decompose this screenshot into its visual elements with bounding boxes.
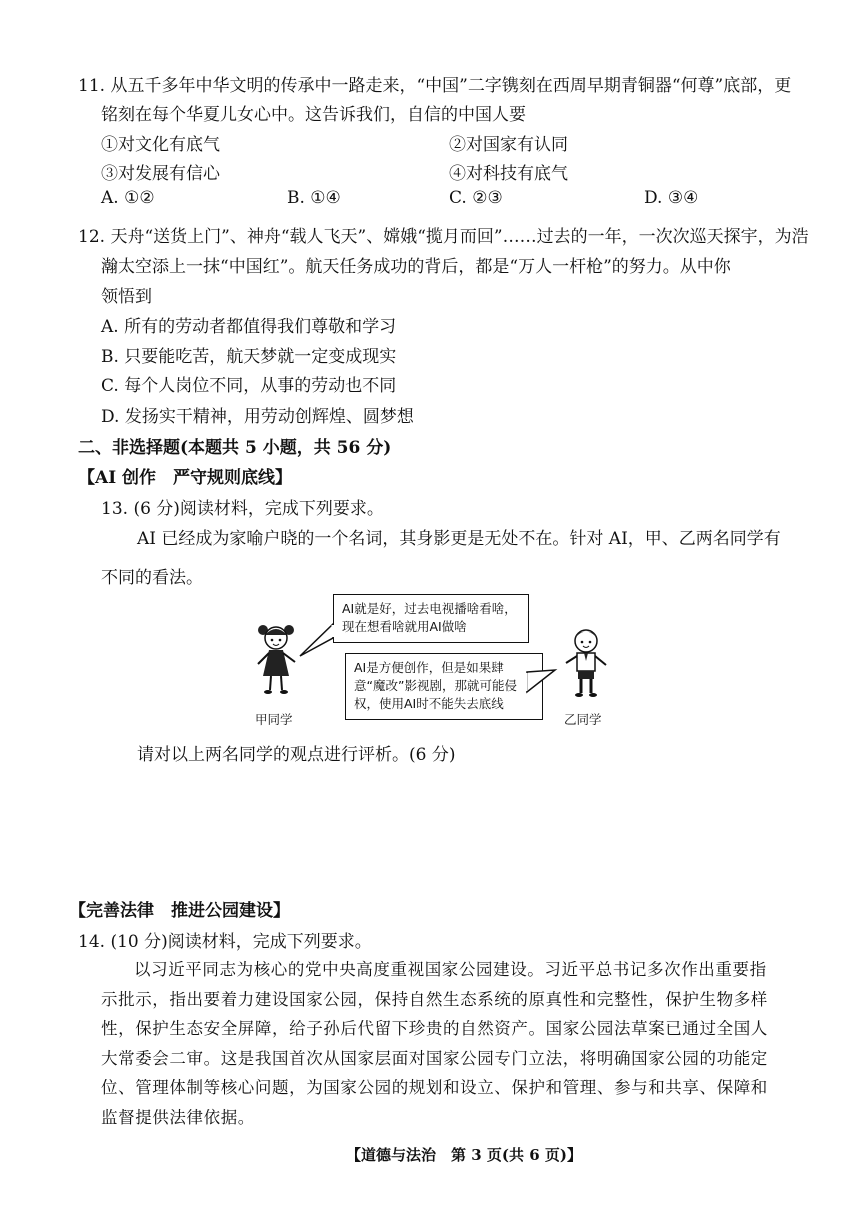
- q12-line3: 领悟到: [101, 287, 152, 307]
- girl-student-icon: [252, 620, 302, 700]
- q11-choice-a: A. ①②: [101, 188, 155, 208]
- q11-option-2: ②对国家有认同: [449, 135, 568, 155]
- q11-choice-b: B. ①④: [287, 188, 341, 208]
- q13-material-line2: 不同的看法。: [101, 568, 203, 588]
- q14-material: 以习近平同志为核心的党中央高度重视国家公园建设。习近平总书记多次作出重要指示批示，指出要着力建设国家公园，保持自然生态系统的原真性和完整性，保护生物多样性，保护生态安全屏障，给子孙后代留下珍贵的自然资产。国家公园法草案已通过全国人大常委会二审。这是我国首次从国家层面对国家公园专门立法，将明确国家公园的功能定位、管理体制等核心问题，为国家公园的规划和设立、保护和管理、参与和共享、保障和监督提供法律依据。: [101, 960, 768, 1127]
- topic-heading-ai: 【AI 创作 严守规则底线】: [78, 468, 293, 488]
- q11-choice-c: C. ②③: [449, 188, 503, 208]
- page-footer: 【道德与法治 第 3 页(共 6 页)】: [346, 1146, 582, 1164]
- q11-line2: 铭刻在每个华夏儿女心中。这告诉我们，自信的中国人要: [101, 105, 526, 125]
- speech-bubble-jia: AI就是好，过去电视播啥看啥，现在想看啥就用AI做啥: [333, 594, 529, 643]
- section-heading: 二、非选择题(本题共 5 小题，共 56 分): [78, 438, 392, 458]
- q12-option-a: A. 所有的劳动者都值得我们尊敬和学习: [101, 317, 397, 337]
- q11-option-3: ③对发展有信心: [101, 164, 220, 184]
- label-jia: 甲同学: [255, 712, 293, 727]
- speech-bubble-yi: AI是方便创作，但是如果肆意“魔改”影视剧，那就可能侵权，使用AI时不能失去底线: [345, 653, 543, 720]
- q11-option-1: ①对文化有底气: [101, 135, 220, 155]
- q11-option-4: ④对科技有底气: [449, 164, 568, 184]
- speech-bubble-yi-tail: [525, 668, 565, 708]
- boy-student-icon: [562, 625, 612, 705]
- speech-bubble-jia-tail: [300, 622, 340, 662]
- q14-stem: 14. (10 分)阅读材料，完成下列要求。: [78, 932, 372, 952]
- q12-option-c: C. 每个人岗位不同，从事的劳动也不同: [101, 376, 397, 396]
- q12-option-b: B. 只要能吃苦，航天梦就一定变成现实: [101, 347, 397, 367]
- q11-choice-d: D. ③④: [644, 188, 699, 208]
- q12-line2: 瀚太空添上一抹“中国红”。航天任务成功的背后，都是“万人一杆枪”的努力。从中你: [101, 257, 731, 277]
- q12-option-d: D. 发扬实干精神，用劳动创辉煌、圆梦想: [101, 407, 414, 427]
- q13-stem: 13. (6 分)阅读材料，完成下列要求。: [101, 499, 384, 519]
- topic-heading-park: 【完善法律 推进公园建设】: [69, 901, 290, 921]
- label-yi: 乙同学: [564, 712, 602, 727]
- q13-material-line1: AI 已经成为家喻户晓的一个名词，其身影更是无处不在。针对 AI，甲、乙两名同学有: [137, 529, 781, 549]
- q13-question: 请对以上两名同学的观点进行评析。(6 分): [137, 745, 456, 765]
- q12-line1: 12. 天舟“送货上门”、神舟“载人飞天”、嫦娥“揽月而回”……过去的一年，一次次巡天探宇，为浩: [78, 227, 809, 247]
- q11-line1: 11. 从五千多年中华文明的传承中一路走来，“中国”二字镌刻在西周早期青铜器“何尊”底部，更: [78, 76, 792, 96]
